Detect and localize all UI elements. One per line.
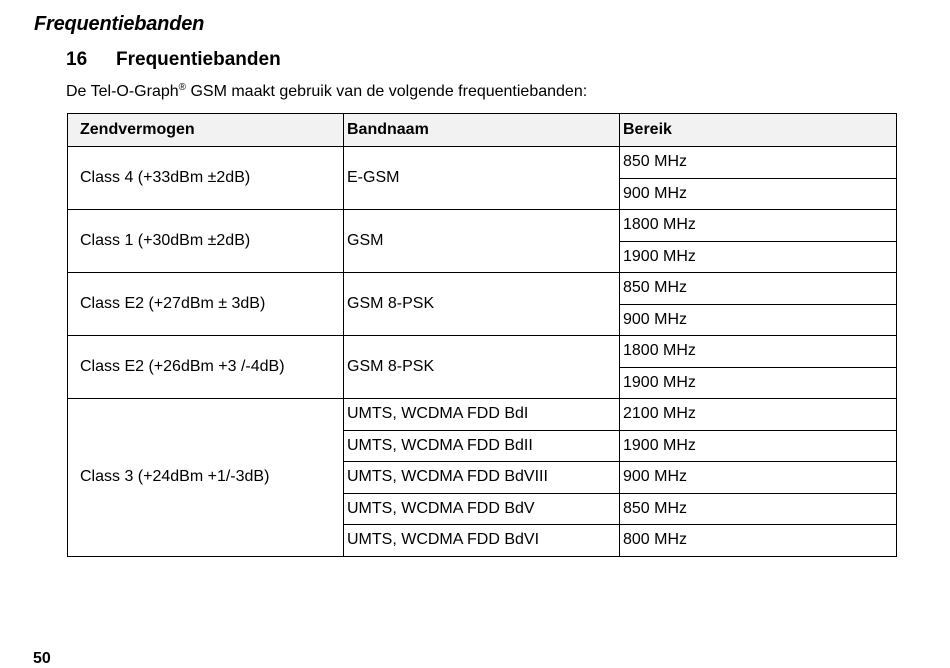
band-cell: UMTS, WCDMA FDD BdII	[344, 430, 620, 462]
page-number: 50	[33, 650, 51, 667]
table-row	[68, 399, 897, 431]
range-cell: 1900 MHz	[620, 367, 897, 399]
range-cell: 2100 MHz	[620, 399, 897, 431]
intro-text-end: GSM maakt gebruik van de volgende frequentiebanden:	[186, 83, 588, 100]
band-cell: GSM 8-PSK	[344, 336, 620, 399]
band-cell: UMTS, WCDMA FDD BdI	[344, 399, 620, 431]
range-cell: 900 MHz	[620, 178, 897, 210]
table-row	[68, 336, 897, 368]
band-cell: UMTS, WCDMA FDD BdVIII	[344, 462, 620, 494]
header-bandnaam: Bandnaam	[344, 114, 620, 147]
range-cell: 1800 MHz	[620, 336, 897, 368]
power-cell: Class 3 (+24dBm +1/-3dB)	[68, 399, 344, 557]
range-cell: 1900 MHz	[620, 430, 897, 462]
band-cell: GSM 8-PSK	[344, 273, 620, 336]
header-bereik: Bereik	[620, 114, 897, 147]
range-cell: 1900 MHz	[620, 241, 897, 273]
section-title: Frequentiebanden	[116, 49, 281, 70]
table-row	[68, 147, 897, 179]
range-cell: 800 MHz	[620, 525, 897, 557]
band-cell: GSM	[344, 210, 620, 273]
range-cell: 850 MHz	[620, 147, 897, 179]
intro-paragraph	[66, 82, 587, 101]
band-cell: UMTS, WCDMA FDD BdVI	[344, 525, 620, 557]
power-cell: Class E2 (+26dBm +3 /-4dB)	[68, 336, 344, 399]
intro-text-start: De Tel-O-Graph	[66, 83, 179, 100]
range-cell: 850 MHz	[620, 493, 897, 525]
frequency-bands-table	[67, 113, 897, 557]
power-cell: Class 1 (+30dBm ±2dB)	[68, 210, 344, 273]
range-cell: 900 MHz	[620, 304, 897, 336]
table-row	[68, 273, 897, 305]
range-cell: 900 MHz	[620, 462, 897, 494]
table-row	[68, 210, 897, 242]
section-heading	[66, 49, 281, 71]
running-header: Frequentiebanden	[34, 13, 205, 35]
range-cell: 850 MHz	[620, 273, 897, 305]
header-zendvermogen: Zendvermogen	[68, 114, 344, 147]
range-cell: 1800 MHz	[620, 210, 897, 242]
power-cell: Class 4 (+33dBm ±2dB)	[68, 147, 344, 210]
section-number: 16	[66, 49, 88, 70]
power-cell: Class E2 (+27dBm ± 3dB)	[68, 273, 344, 336]
table-header-row	[68, 114, 897, 147]
registered-mark: ®	[178, 82, 187, 93]
band-cell: UMTS, WCDMA FDD BdV	[344, 493, 620, 525]
band-cell: E-GSM	[344, 147, 620, 210]
